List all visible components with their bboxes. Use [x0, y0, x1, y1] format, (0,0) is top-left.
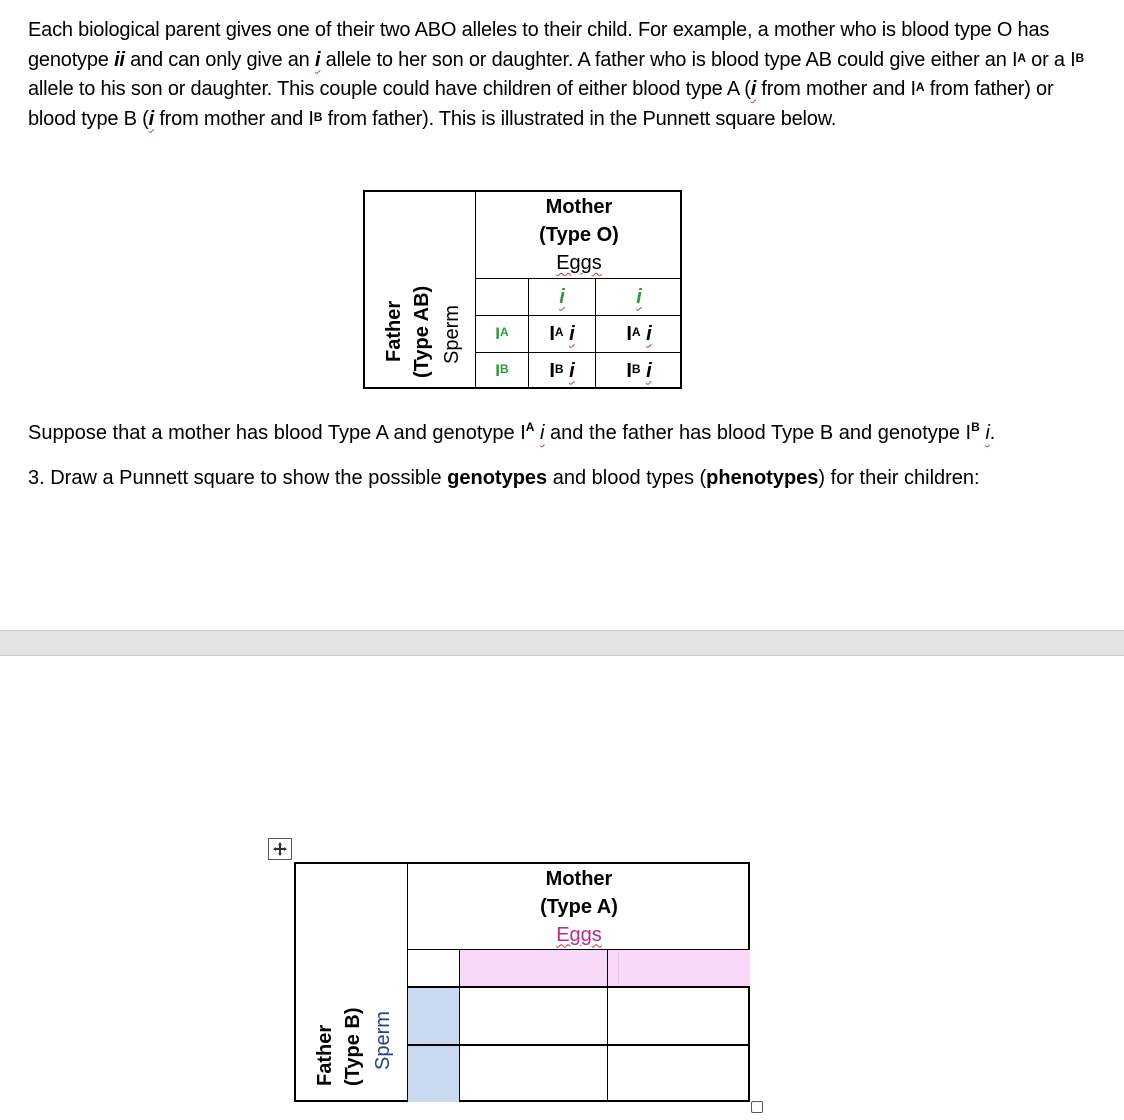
mother-type: (Type O) — [539, 224, 619, 246]
question-text-2: and the father has blood Type B and genotype I — [544, 422, 972, 444]
cell-base: I — [626, 322, 632, 345]
punnett-square-1 — [363, 190, 682, 389]
q3-genotypes: genotypes — [447, 467, 548, 489]
allele-i: i — [148, 107, 154, 130]
sperm-allele — [476, 316, 528, 352]
cell-base: I — [549, 322, 555, 345]
offspring-cell — [596, 316, 682, 352]
move-icon[interactable] — [268, 838, 292, 860]
eggs-label: Eggs — [556, 923, 602, 946]
sperm-allele-base: I — [495, 324, 501, 343]
allele-i: i — [540, 422, 545, 444]
cell-sup: B — [631, 362, 641, 376]
intro-text-2: and can only give an — [124, 48, 315, 71]
sup-b: B — [971, 420, 980, 434]
cell-base: I — [549, 359, 555, 382]
q3-prefix: 3. Draw a Punnett square to show the possible — [28, 467, 448, 489]
sup-b: B — [313, 109, 323, 124]
intro-text-5: allele to his son or daughter. This couple could have children of either blood type A ( — [28, 78, 751, 100]
cell-allele: i — [569, 322, 575, 345]
move-icon-glyph — [272, 841, 288, 857]
question-genotypes — [28, 422, 995, 445]
cell-sup: A — [554, 325, 564, 339]
sperm-allele-sup: A — [500, 325, 509, 339]
cell-sup: B — [554, 362, 564, 376]
father-title: Father — [383, 300, 405, 362]
resize-icon[interactable] — [751, 1101, 763, 1113]
sperm-label: Sperm — [372, 1011, 394, 1070]
intro-text-4: or a I — [1025, 48, 1076, 71]
cell-sup: A — [631, 325, 641, 339]
sup-a: A — [525, 420, 535, 434]
intro-text-3: allele to her son or daughter. A father who is blood type AB could give either an I — [320, 48, 1018, 71]
offspring-cell[interactable] — [460, 1046, 607, 1102]
q3-mid: and blood types ( — [547, 467, 707, 489]
q3-suffix: ) for their children: — [818, 467, 980, 489]
allele-i: i — [985, 422, 990, 444]
intro-text-9: from father). This is illustrated in the Punnett square below. — [322, 107, 837, 130]
question-text-3: . — [989, 422, 996, 444]
intro-text-7: from father) or blood type B ( — [28, 78, 1054, 130]
question-3 — [28, 467, 980, 490]
sup-b: B — [1075, 50, 1084, 65]
sperm-label: Sperm — [441, 305, 463, 364]
intro-text-6: from mother and I — [756, 78, 916, 100]
intro-text-1: Each biological parent gives one of their two ABO alleles to their child. For example, a mother who is blood type O has genotype — [28, 19, 1050, 71]
allele-i: i — [750, 78, 757, 100]
intro-text-8: from mother and I — [153, 107, 314, 130]
intro-paragraph — [28, 16, 1098, 134]
q3-phenotypes: phenotypes — [706, 467, 819, 489]
egg-allele — [596, 279, 682, 315]
eggs-label: Eggs — [556, 252, 602, 274]
egg-allele-row[interactable] — [460, 950, 750, 986]
sup-a: A — [915, 80, 925, 94]
punnett-square-2[interactable] — [294, 862, 750, 1102]
offspring-cell[interactable] — [608, 988, 750, 1044]
mother-type: (Type A) — [540, 895, 618, 918]
allele-i: i — [314, 48, 321, 71]
cell-allele: i — [569, 359, 575, 382]
father-type: (Type B) — [342, 1007, 364, 1086]
sperm-allele — [476, 353, 528, 389]
question-text-1: Suppose that a mother has blood Type A and genotype I — [28, 422, 526, 444]
cell-allele: i — [646, 322, 652, 345]
father-title: Father — [314, 1024, 336, 1086]
offspring-cell — [596, 353, 682, 389]
sperm-allele-sup: B — [500, 362, 509, 376]
offspring-cell[interactable] — [608, 1046, 750, 1102]
egg-allele — [529, 279, 595, 315]
mother-title: Mother — [545, 867, 613, 890]
offspring-cell[interactable] — [460, 988, 607, 1044]
egg-allele-text: i — [636, 285, 642, 308]
genotype-ii: ii — [114, 48, 125, 71]
sup-a: A — [1017, 50, 1026, 65]
mother-title: Mother — [545, 196, 613, 218]
cell-base: I — [626, 359, 632, 382]
page-break-separator — [0, 630, 1124, 656]
father-type: (Type AB) — [411, 285, 433, 378]
sperm-allele-base: I — [495, 361, 501, 380]
offspring-cell — [529, 353, 595, 389]
egg-allele-text: i — [559, 285, 565, 308]
cell-allele: i — [646, 359, 652, 382]
offspring-cell — [529, 316, 595, 352]
mother-header — [408, 864, 750, 949]
mother-header — [476, 192, 682, 278]
